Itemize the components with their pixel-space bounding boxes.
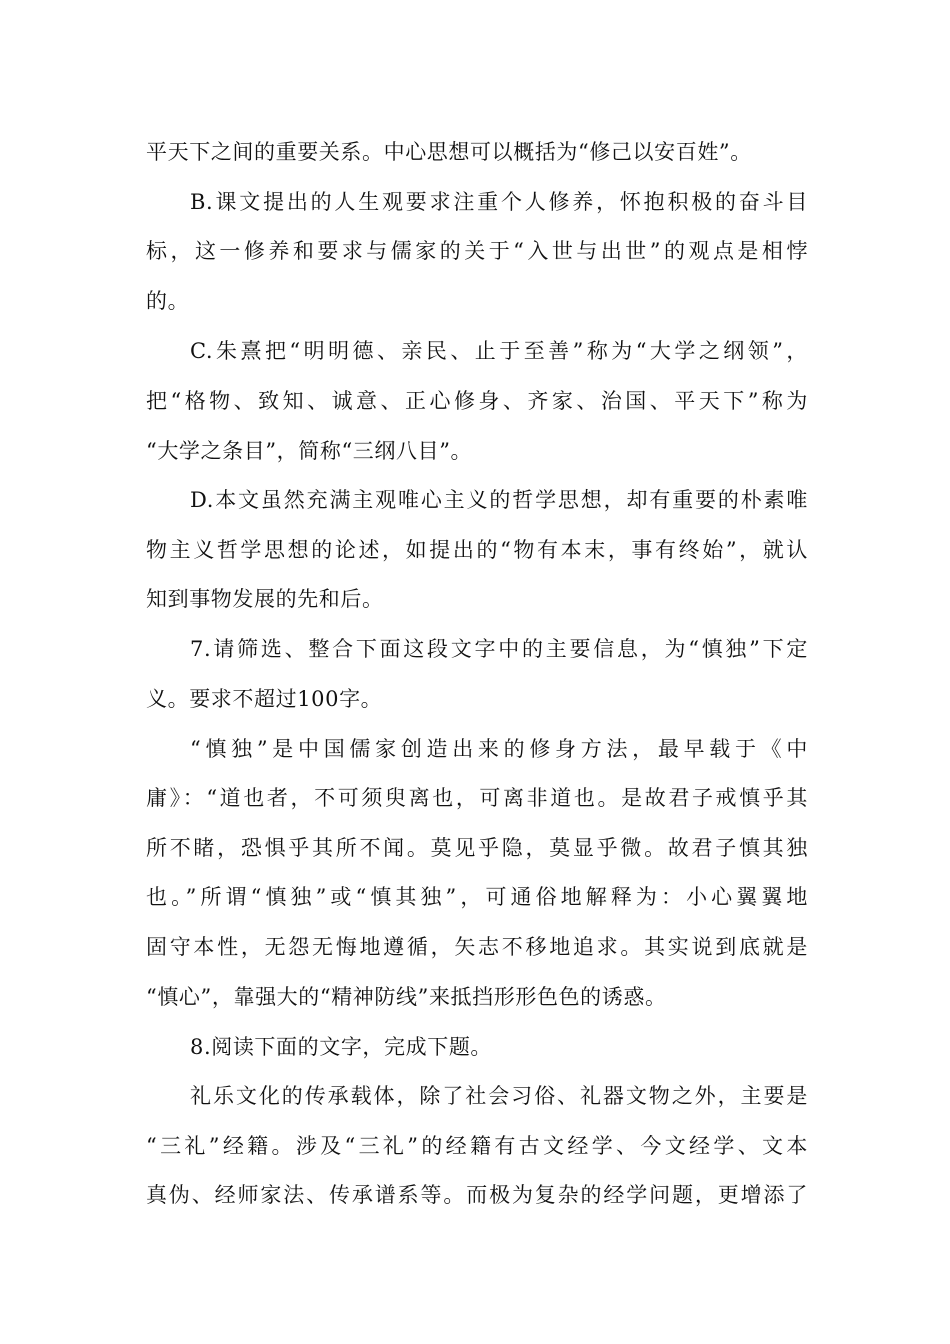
passage-7-line-5: 固守本性，无怨无悔地遵循，矢志不移地追求。其实说到底就是 [146, 935, 808, 959]
option-b-line-2: 标，这一修养和要求与儒家的关于“入世与出世”的观点是相悖 [146, 239, 808, 263]
question-7-line-1: 7.请筛选、整合下面这段文字中的主要信息，为“慎独”下定 [190, 637, 808, 661]
passage-8-line-1: 礼乐文化的传承载体，除了社会习俗、礼器文物之外，主要是 [190, 1084, 808, 1108]
passage-8-line-2: “三礼”经籍。涉及“三礼”的经籍有古文经学、今文经学、文本 [146, 1134, 808, 1158]
passage-8-line-3: 真伪、经师家法、传承谱系等。而极为复杂的经学问题，更增添了 [146, 1183, 808, 1207]
option-b-line-1: B.课文提出的人生观要求注重个人修养，怀抱积极的奋斗目 [190, 190, 808, 214]
option-c-line-1: C.朱熹把“明明德、亲民、止于至善”称为“大学之纲领”， [190, 339, 808, 363]
passage-7-line-2: 庸》：“道也者，不可须臾离也，可离非道也。是故君子戒慎乎其 [146, 786, 808, 810]
option-c-line-3: “大学之条目”，简称“三纲八目”。 [146, 439, 473, 463]
option-c-line-2: 把“格物、致知、诚意、正心修身、齐家、治国、平天下”称为 [146, 389, 808, 413]
option-d-line-3: 知到事物发展的先和后。 [146, 587, 384, 611]
passage-7-line-1: “慎独”是中国儒家创造出来的修身方法，最早载于《中 [190, 737, 808, 761]
passage-7-line-6: “慎心”，靠强大的“精神防线”来抵挡形形色色的诱惑。 [146, 985, 667, 1009]
question-7-line-2: 义。要求不超过100字。 [146, 687, 383, 711]
text-line-1: 平天下之间的重要关系。中心思想可以概括为“修己以安百姓”。 [146, 140, 752, 164]
option-d-line-2: 物主义哲学思想的论述，如提出的“物有本末，事有终始”，就认 [146, 538, 808, 562]
option-d-line-1: D.本文虽然充满主观唯心主义的哲学思想，却有重要的朴素唯 [190, 488, 808, 512]
option-b-line-3: 的。 [146, 289, 190, 313]
passage-7-line-3: 所不睹，恐惧乎其所不闻。莫见乎隐，莫显乎微。故君子慎其独 [146, 836, 808, 860]
question-8-line-1: 8.阅读下面的文字，完成下题。 [190, 1035, 493, 1059]
passage-7-line-4: 也。”所谓“慎独”或“慎其独”，可通俗地解释为：小心翼翼地 [146, 885, 808, 909]
